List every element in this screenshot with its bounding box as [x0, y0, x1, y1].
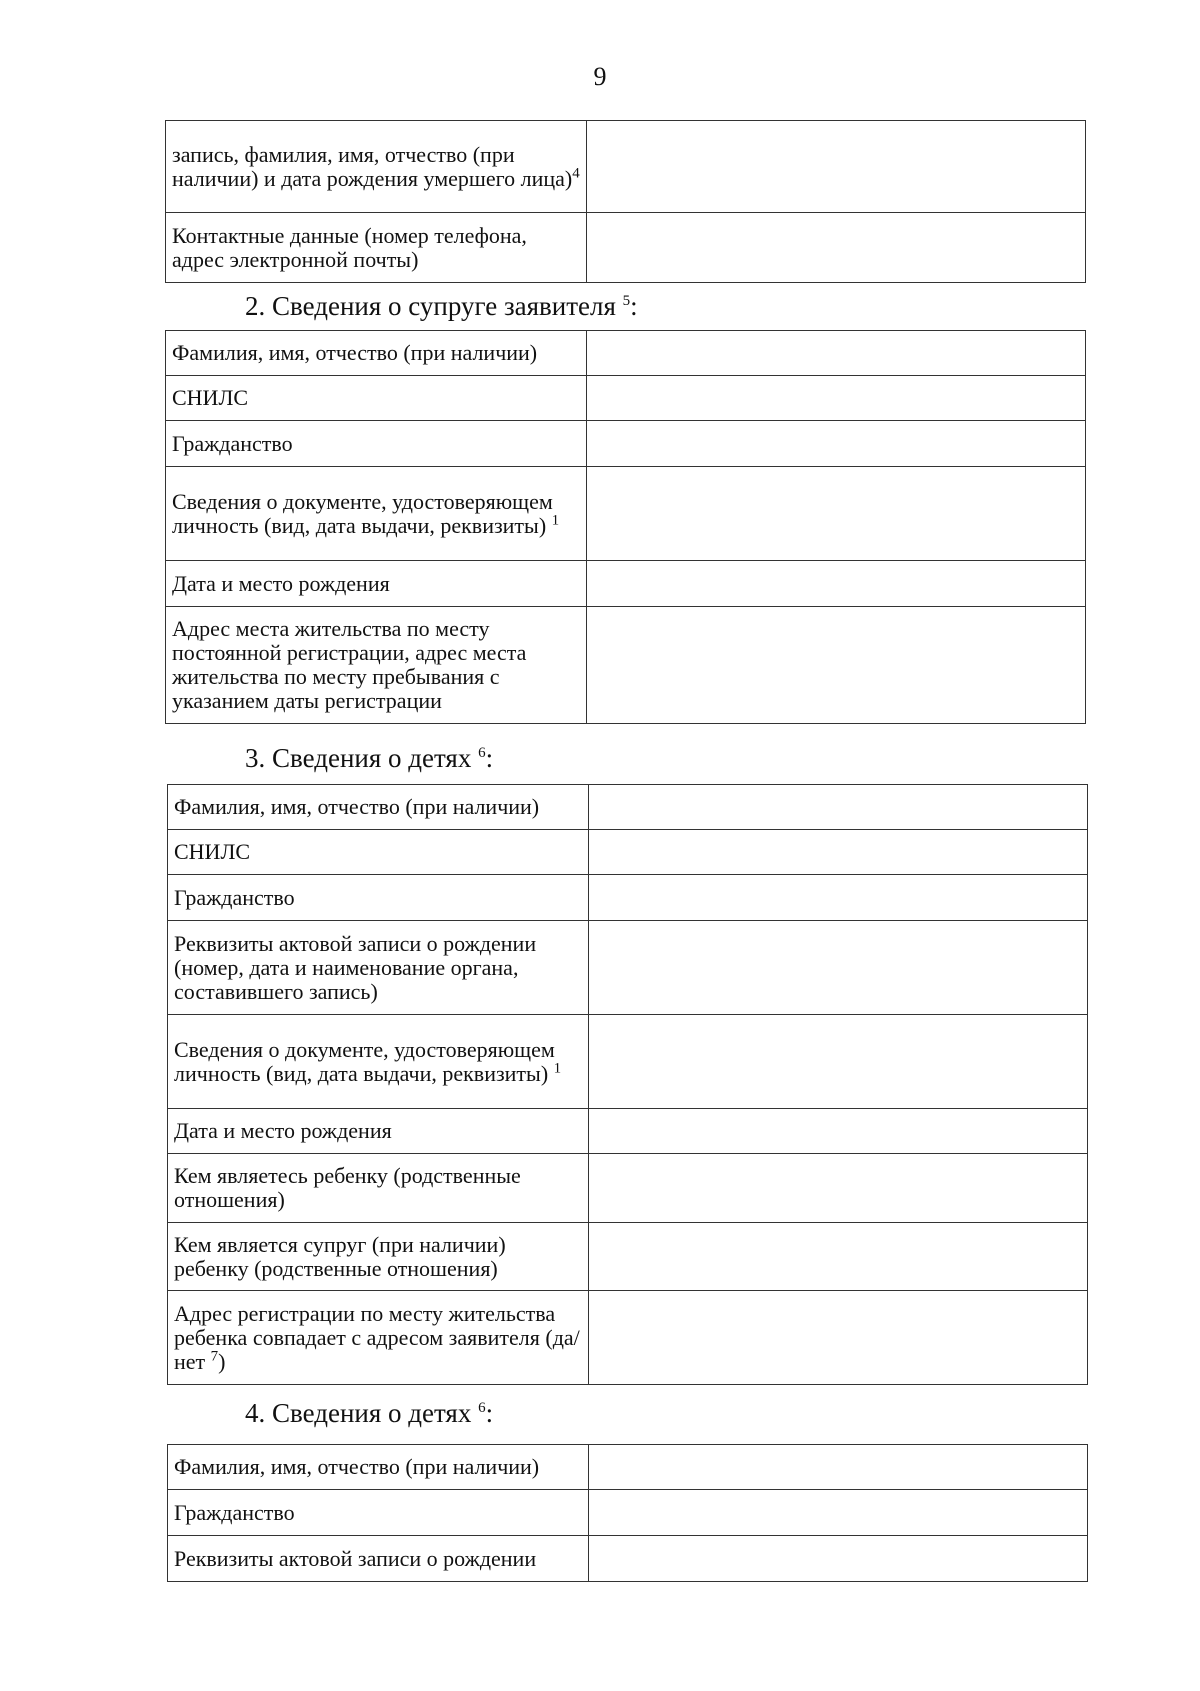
- section-heading-children: 3. Сведения о детях $^6$:: [245, 743, 494, 773]
- table-row: [166, 121, 1086, 213]
- table-row: [166, 213, 1086, 283]
- table-row: [166, 331, 1086, 376]
- table-continuation: [165, 120, 1086, 283]
- row-value-field[interactable]: [589, 1536, 1088, 1582]
- row-value-field[interactable]: [587, 121, 1086, 213]
- row-value-field[interactable]: [589, 830, 1088, 875]
- table-children-2: [167, 1444, 1088, 1582]
- table-row: [168, 921, 1088, 1015]
- row-value-field[interactable]: [589, 921, 1088, 1015]
- row-label: Кем является супруг (при наличии) ребенку (родственные отношения): [168, 1223, 589, 1291]
- table-row: [166, 467, 1086, 561]
- section-heading-spouse: 2. Сведения о супруге заявителя $^5$:: [245, 291, 638, 321]
- table-children: [167, 784, 1088, 1385]
- row-value-field[interactable]: [587, 213, 1086, 283]
- row-label: Реквизиты актовой записи о рождении (номер, дата и наименование органа, составившего запись): [168, 921, 589, 1015]
- table-spouse: [165, 330, 1086, 724]
- page-number: 9: [593, 62, 607, 91]
- row-label: Реквизиты актовой записи о рождении: [168, 1536, 589, 1582]
- table-row: [168, 1291, 1088, 1385]
- row-value-field[interactable]: [587, 331, 1086, 376]
- row-value-field[interactable]: [589, 875, 1088, 921]
- row-label: Сведения о документе, удостоверяющем личность (вид, дата выдачи, реквизиты) $^1$: [166, 467, 587, 561]
- row-value-field[interactable]: [587, 376, 1086, 421]
- table-row: [166, 607, 1086, 724]
- table-row: [168, 1109, 1088, 1154]
- row-value-field[interactable]: [587, 421, 1086, 467]
- table-row: [166, 376, 1086, 421]
- row-label: Адрес места жительства по месту постоянной регистрации, адрес места жительства по месту пребывания с указанием даты регистрации: [166, 607, 587, 724]
- row-label: Дата и место рождения: [168, 1109, 589, 1154]
- table-row: [168, 1536, 1088, 1582]
- row-label: запись, фамилия, имя, отчество (при наличии) и дата рождения умершего лица)$^4$: [166, 121, 587, 213]
- row-value-field[interactable]: [589, 785, 1088, 830]
- table-row: [168, 1490, 1088, 1536]
- table-row: [168, 830, 1088, 875]
- row-value-field[interactable]: [589, 1490, 1088, 1536]
- table-row: [166, 561, 1086, 607]
- row-label: СНИЛС: [168, 830, 589, 875]
- row-value-field[interactable]: [589, 1109, 1088, 1154]
- row-value-field[interactable]: [589, 1223, 1088, 1291]
- row-value-field[interactable]: [589, 1445, 1088, 1490]
- row-label: Фамилия, имя, отчество (при наличии): [168, 785, 589, 830]
- row-label: Фамилия, имя, отчество (при наличии): [166, 331, 587, 376]
- table-row: [168, 1223, 1088, 1291]
- row-value-field[interactable]: [587, 467, 1086, 561]
- row-value-field[interactable]: [587, 607, 1086, 724]
- table-row: [168, 785, 1088, 830]
- table-row: [166, 421, 1086, 467]
- row-label: Контактные данные (номер телефона, адрес электронной почты): [166, 213, 587, 283]
- table-row: [168, 1154, 1088, 1223]
- row-label: Адрес регистрации по месту жительства ребенка совпадает с адресом заявителя (да/нет $^7$): [168, 1291, 589, 1385]
- table-row: [168, 875, 1088, 921]
- row-label: Гражданство: [168, 875, 589, 921]
- table-row: [168, 1445, 1088, 1490]
- row-value-field[interactable]: [589, 1291, 1088, 1385]
- row-value-field[interactable]: [589, 1015, 1088, 1109]
- row-label: Сведения о документе, удостоверяющем личность (вид, дата выдачи, реквизиты) $^1$: [168, 1015, 589, 1109]
- row-label: СНИЛС: [166, 376, 587, 421]
- section-heading-children-2: 4. Сведения о детях $^6$:: [245, 1398, 494, 1428]
- row-value-field[interactable]: [587, 561, 1086, 607]
- row-value-field[interactable]: [589, 1154, 1088, 1223]
- row-label: Кем являетесь ребенку (родственные отношения): [168, 1154, 589, 1223]
- row-label: Гражданство: [166, 421, 587, 467]
- row-label: Дата и место рождения: [166, 561, 587, 607]
- row-label: Фамилия, имя, отчество (при наличии): [168, 1445, 589, 1490]
- table-row: [168, 1015, 1088, 1109]
- row-label: Гражданство: [168, 1490, 589, 1536]
